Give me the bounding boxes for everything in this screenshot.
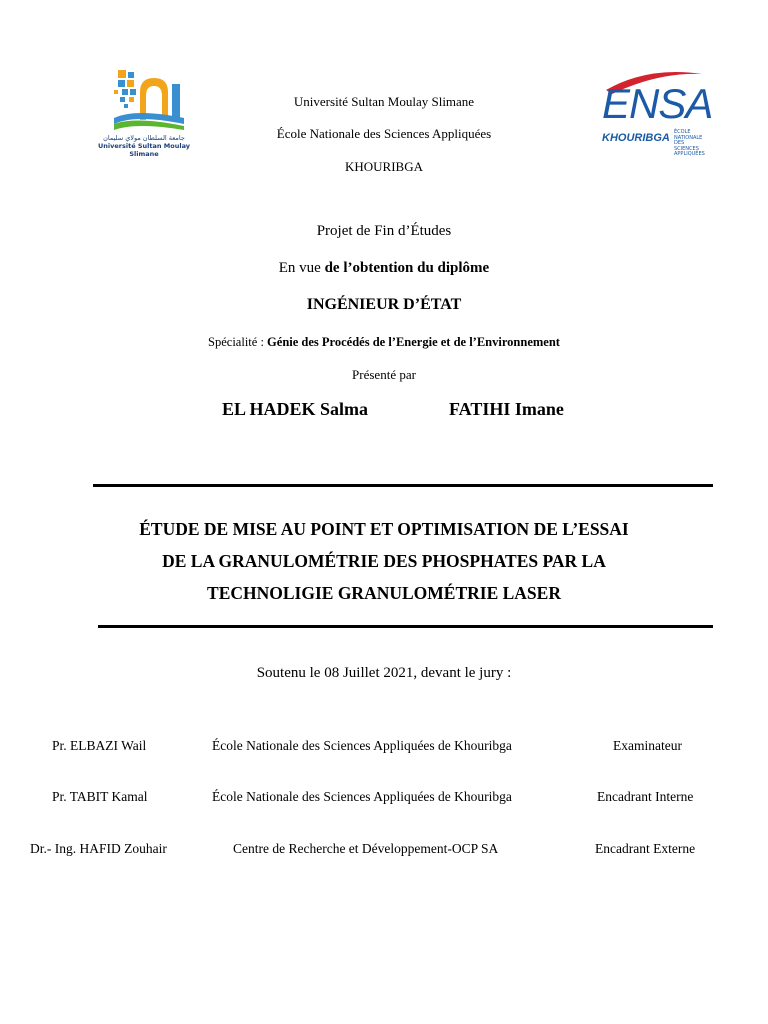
ensa-logo-city: KHOURIBGA (602, 132, 670, 144)
jury-member-institution: Centre de Recherche et Développement-OCP SA (233, 841, 499, 856)
bottom-divider (98, 625, 713, 628)
university-logo (96, 68, 192, 160)
author-name: FATIHI Imane (449, 399, 564, 419)
ensa-logo (598, 68, 713, 158)
jury-member-role: Encadrant Interne (597, 789, 694, 804)
speciality-label: Spécialité : (208, 335, 268, 349)
university-logo-arabic: جامعة السلطان مولاي سليمان (103, 134, 185, 142)
project-purpose (0, 260, 768, 277)
jury-member-name: Dr.- Ing. HAFID Zouhair (30, 841, 167, 856)
jury-member-institution: École Nationale des Sciences Appliquées de Khouribga (212, 738, 512, 753)
project-purpose-prefix: En vue (278, 260, 325, 276)
header-school: École Nationale des Sciences Appliquées (276, 126, 492, 141)
speciality-value: Génie des Procédés de l’Energie et de l’Environnement (267, 335, 560, 349)
thesis-title-line: ÉTUDE DE MISE AU POINT ET OPTIMISATION DE L’ESSAI (139, 519, 629, 539)
header-city: KHOURIBGA (345, 159, 423, 174)
defense-statement: Soutenu le 08 Juillet 2021, devant le jury : (256, 665, 512, 681)
project-purpose-bold: de l’obtention du diplôme (324, 260, 490, 276)
ensa-subtext-line: ÉCOLE (674, 129, 691, 135)
jury-member-role: Encadrant Externe (595, 841, 696, 856)
top-divider (93, 484, 713, 487)
thesis-title-line: DE LA GRANULOMÉTRIE DES PHOSPHATES PAR LA (162, 551, 606, 571)
jury-member-name: Pr. TABIT Kamal (52, 789, 148, 804)
degree-title: INGÉNIEUR D’ÉTAT (306, 296, 462, 313)
university-logo-caption: Université Sultan Moulay Slimane (98, 142, 190, 158)
thesis-title-line: TECHNOLIGIE GRANULOMÉTRIE LASER (207, 583, 561, 603)
author-name: EL HADEK Salma (222, 399, 369, 419)
presented-by: Présenté par (352, 367, 416, 382)
speciality (0, 335, 768, 350)
jury-member-name: Pr. ELBAZI Wail (52, 738, 147, 753)
jury-member-institution: École Nationale des Sciences Appliquées de Khouribga (212, 789, 512, 804)
ensa-subtext-line: APPLIQUÉES (674, 151, 705, 157)
header-university: Université Sultan Moulay Slimane (293, 94, 475, 109)
project-type: Projet de Fin d’Études (316, 223, 452, 239)
ensa-logo-wordmark: ENSA (602, 80, 713, 127)
jury-member-role: Examinateur (613, 738, 682, 753)
ensa-subtext-line: NATIONALE (674, 134, 703, 141)
ensa-subtext-line: DES SCIENCES (674, 140, 699, 152)
